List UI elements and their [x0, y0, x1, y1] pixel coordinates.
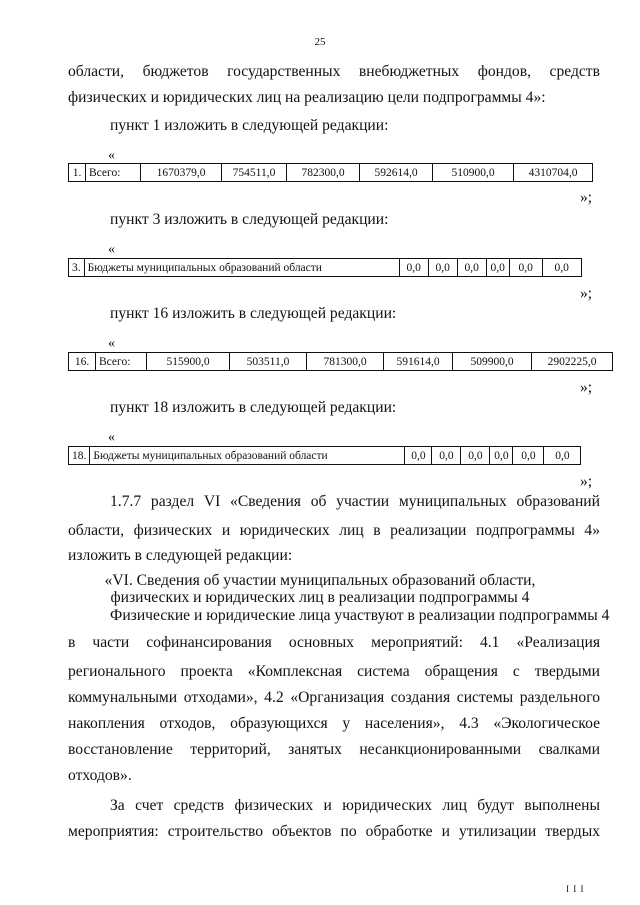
value-cell: 782300,0	[287, 164, 360, 182]
value-cell: 0,0	[486, 259, 509, 277]
row-number: 16.	[69, 353, 96, 371]
value-cell: 781300,0	[307, 353, 384, 371]
body-line-8: За счет средств физических и юридических лиц будут выполнены	[110, 797, 600, 814]
item-16-table	[68, 352, 613, 371]
page-number: 25	[314, 36, 326, 48]
value-cell: 754511,0	[222, 164, 287, 182]
value-cell: 4310704,0	[514, 164, 593, 182]
section-line-2: области, физических и юридических лиц в реализации подпрограммы 4»	[68, 522, 600, 539]
value-cell: 0,0	[544, 447, 581, 465]
item-3-table	[68, 258, 582, 277]
value-cell: 2902225,0	[532, 353, 613, 371]
row-label: Бюджеты муниципальных образований области	[84, 259, 399, 277]
item-18-instruction: пункт 18 изложить в следующей редакции:	[110, 399, 397, 416]
body-line-5: накопления отходов, образующихся у населения», 4.3 «Экологическое	[68, 715, 600, 732]
item-3-close: »;	[580, 285, 593, 302]
value-cell: 0,0	[405, 447, 432, 465]
item-16-instruction: пункт 16 изложить в следующей редакции:	[110, 305, 397, 322]
body-line-3: регионального проекта «Комплексная система обращения с твердыми	[68, 663, 600, 680]
section-line-3: изложить в следующей редакции:	[68, 547, 293, 564]
item-18-open-quote: «	[108, 430, 115, 445]
row-number: 3.	[69, 259, 85, 277]
item-1-instruction: пункт 1 изложить в следующей редакции:	[110, 117, 389, 134]
value-cell: 1670379,0	[141, 164, 222, 182]
value-cell: 510900,0	[433, 164, 514, 182]
value-cell: 503511,0	[230, 353, 307, 371]
table-row	[69, 353, 613, 371]
body-line-6: восстановление территорий, занятых несанкционированными свалками	[68, 741, 600, 758]
value-cell: 0,0	[461, 447, 490, 465]
section-heading-line-2: физических и юридических лиц в реализации подпрограммы 4	[110, 589, 530, 606]
body-line-7: отходов».	[68, 767, 132, 784]
body-line-4: коммунальными отходами», 4.2 «Организация создания системы раздельного	[68, 689, 600, 706]
value-cell: 515900,0	[147, 353, 230, 371]
value-cell: 0,0	[399, 259, 428, 277]
item-3-open-quote: «	[108, 242, 115, 257]
value-cell: 509900,0	[453, 353, 532, 371]
intro-line-2: физических и юридических лиц на реализацию цели подпрограммы 4»:	[68, 89, 546, 106]
value-cell: 0,0	[509, 259, 542, 277]
value-cell: 0,0	[490, 447, 513, 465]
row-number: 18.	[69, 447, 90, 465]
row-number: 1.	[69, 164, 86, 182]
value-cell: 591614,0	[384, 353, 453, 371]
row-label: Всего:	[96, 353, 147, 371]
item-16-close: »;	[580, 379, 593, 396]
item-1-table	[68, 163, 593, 182]
value-cell: 0,0	[513, 447, 544, 465]
row-label: Бюджеты муниципальных образований области	[90, 447, 405, 465]
value-cell: 0,0	[428, 259, 457, 277]
item-16-open-quote: «	[108, 336, 115, 351]
value-cell: 0,0	[457, 259, 486, 277]
table-row	[69, 259, 582, 277]
item-1-close: »;	[580, 189, 593, 206]
value-cell: 0,0	[542, 259, 581, 277]
corner-mark: I I I	[566, 884, 585, 894]
table-row	[69, 164, 593, 182]
value-cell: 0,0	[432, 447, 461, 465]
row-label: Всего:	[86, 164, 141, 182]
item-3-instruction: пункт 3 изложить в следующей редакции:	[110, 211, 389, 228]
body-line-2: в части софинансирования основных мероприятий: 4.1 «Реализация	[68, 634, 600, 651]
intro-line-1: области, бюджетов государственных внебюджетных фондов, средств	[68, 63, 600, 80]
item-1-open-quote: «	[108, 148, 115, 163]
body-line-9: мероприятия: строительство объектов по обработке и утилизации твердых	[68, 823, 600, 840]
item-18-table	[68, 446, 581, 465]
item-18-close: »;	[580, 473, 593, 490]
section-line-1: 1.7.7 раздел VI «Сведения об участии муниципальных образований	[110, 493, 600, 510]
table-row	[69, 447, 581, 465]
section-heading-line-1: «VI. Сведения об участии муниципальных образований области,	[104, 572, 536, 589]
value-cell: 592614,0	[360, 164, 433, 182]
body-line-1: Физические и юридические лица участвуют в реализации подпрограммы 4	[110, 607, 610, 624]
